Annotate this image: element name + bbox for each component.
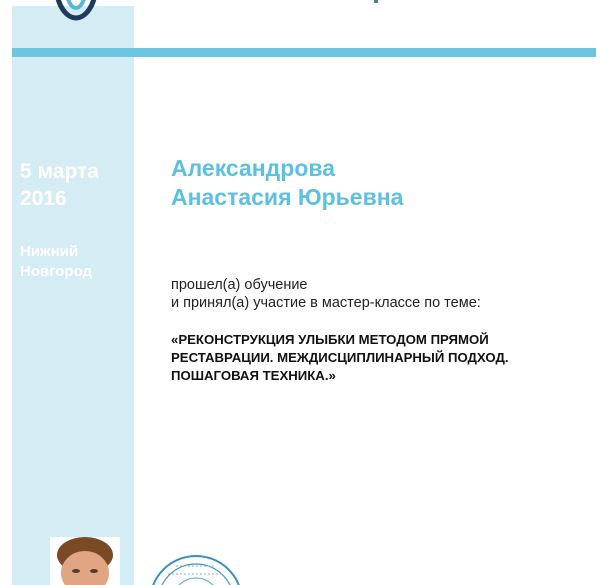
header-mark — [374, 0, 378, 3]
masterclass-topic — [171, 331, 591, 385]
round-stamp-icon — [146, 544, 246, 585]
event-city — [20, 242, 92, 282]
statement-line1: прошел(а) обучение — [171, 277, 308, 293]
topic-line2: РЕСТАВРАЦИИ. МЕЖДИСЦИПЛИНАРНЫЙ ПОДХОД. — [171, 350, 509, 365]
header-divider-bar — [12, 48, 596, 57]
event-date — [20, 158, 99, 212]
statement-line2: и принял(а) участие в мастер-классе по теме: — [171, 295, 481, 311]
event-city-line1: Нижний — [20, 243, 79, 260]
event-date-year: 2016 — [20, 187, 67, 210]
topic-line3: ПОШАГОВАЯ ТЕХНИКА.» — [171, 368, 336, 383]
presenter-portrait — [50, 537, 120, 585]
event-city-line2: Новгород — [20, 263, 93, 280]
recipient-given-names: Анастасия Юрьевна — [171, 184, 404, 210]
sidebar-panel — [12, 0, 134, 585]
recipient-name — [171, 154, 403, 212]
completion-statement — [171, 276, 481, 312]
recipient-surname: Александрова — [171, 155, 335, 181]
topic-line1: «РЕКОНСТРУКЦИЯ УЛЫБКИ МЕТОДОМ ПРЯМОЙ — [171, 332, 489, 347]
top-margin — [12, 0, 600, 6]
event-date-day: 5 марта — [20, 160, 99, 183]
tooth-logo-icon — [52, 0, 100, 24]
